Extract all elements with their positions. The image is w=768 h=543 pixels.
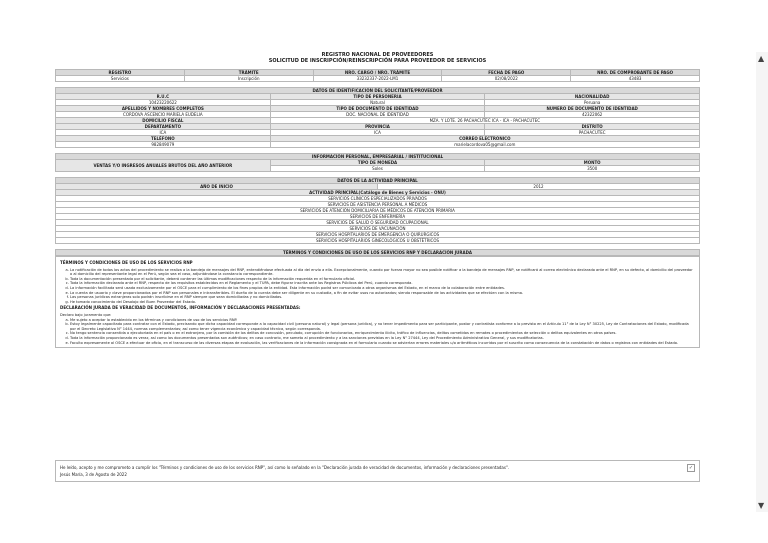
provincia-label: PROVINCIA bbox=[270, 124, 485, 130]
scroll-up-icon[interactable]: ▲ bbox=[758, 54, 765, 63]
monto-value: 3500 bbox=[485, 166, 700, 172]
scroll-down-icon[interactable]: ▼ bbox=[758, 501, 765, 510]
terminos-item: d. La información facilitada será usada exclusivamente por el OSCE para el cumplimiento de los fines propios de la entidad. Esta información podrá ser comunicada a otros organismos del Estado, en el marco de la colaboración entre entidades. bbox=[70, 286, 695, 291]
tipo-doc-value: DOC. NACIONAL DE IDENTIDAD bbox=[270, 112, 485, 118]
terminos-item: a. La notificación de todos los actos del procedimiento se realiza a la bandeja de mensajes del RNP, entendiéndose efectuada al día del envío a ella. Excepcionalmente, cuando por fuerza mayor no sea posible notificar a la bandeja de mensajes RNP, se notificará al correo electrónico declarado ante el RNP, en su defecto, al domicilio del proveedor o al domicilio del representante legal en el Perú, según sea el caso, adjuntándose la constancia correspondiente. bbox=[70, 268, 695, 277]
ruc-label: R.U.C bbox=[56, 94, 271, 100]
nombre-label: APELLIDOS Y NOMBRES COMPLETOS bbox=[56, 106, 271, 112]
identificacion-section: DATOS DE IDENTIFICACIÓN DEL SOLICITANTE/PROVEEDOR bbox=[56, 88, 700, 94]
nacionalidad-label: NACIONALIDAD bbox=[485, 94, 700, 100]
col-registro: REGISTRO bbox=[56, 70, 185, 76]
nacionalidad-value: Peruana bbox=[485, 100, 700, 106]
actividad-item: SERVICIOS DE SALUD O SEGURIDAD OCUPACIONAL bbox=[56, 220, 700, 226]
domicilio-label: DOMICILIO FISCAL bbox=[56, 118, 271, 124]
tipo-personeria-value: Natural bbox=[270, 100, 485, 106]
declaracion-title: DECLARACIÓN JURADA DE VERACIDAD DE DOCUMENTOS, INFORMACIÓN Y DECLARACIONES PRESENTADAS: bbox=[60, 305, 301, 311]
val-nro-cargo: 33232337-2022-LM1 bbox=[313, 76, 442, 82]
nombre-value: CORDOVA ASCENCIO MARIELA EUDELIA bbox=[56, 112, 271, 118]
terminos-item: f. Las personas jurídicas extranjeras solo podrán inscribirse en el RNP siempre que sean domiciliadas y no domiciliadas. bbox=[70, 295, 695, 300]
declaracion-item: a. Me sujeto a aceptar lo establecido en los términos y condiciones de uso de los servicios RNP. bbox=[70, 318, 695, 323]
correo-label: CORREO ELECTRÓNICO bbox=[270, 136, 699, 142]
terminos-box bbox=[55, 256, 700, 348]
val-comprobante: 43483 bbox=[571, 76, 700, 82]
accept-checkbox[interactable]: ✓ bbox=[688, 465, 694, 471]
distrito-value: PACHACUTEC bbox=[485, 130, 700, 136]
actividad-item: SERVICIOS HOSPITALARIOS GINECOLÓGICOS U OBSTÉTRICOS bbox=[56, 238, 700, 244]
terminos-item: c. Toda la información declarada ante el RNP, respecto de los requisitos establecidos en el Reglamento y el TUPA, debe figurar inscrita ante los Registros Públicos del Perú, cuando corresponda. bbox=[70, 281, 695, 286]
tipo-personeria-label: TIPO DE PERSONERIA bbox=[270, 94, 485, 100]
monto-label: MONTO bbox=[485, 160, 700, 166]
distrito-label: DISTRITO bbox=[485, 124, 700, 130]
val-registro: Servicios bbox=[56, 76, 185, 82]
anio-inicio-value: 2012 bbox=[378, 184, 700, 190]
ventas-label: VENTAS Y/O INGRESOS ANUALES BRUTOS DEL AÑO ANTERIOR bbox=[56, 160, 271, 172]
vertical-scrollbar[interactable] bbox=[756, 52, 768, 512]
actividad-principal-label: ACTIVIDAD PRINCIPAL(Catálogo de Bienes y Servicios - ONU) bbox=[56, 190, 700, 196]
anio-inicio-label: AÑO DE INICIO bbox=[56, 184, 378, 190]
declaracion-item: c. No tengo sentencia consentida o ejecutoriada en el país o en el extranjero, por la comisión de los delitos de concusión, peculado, corrupción de funcionarios, enriquecimiento ilícito, tráfico de influencias, delitos cometidos en remates o procedimientos de selección o delitos equivalentes en otros países. bbox=[70, 331, 695, 336]
terminos-title: TÉRMINOS Y CONDICIONES DE USO DE LOS SERVICIOS RNP bbox=[60, 260, 193, 265]
declaracion-item: b. Estoy legalmente capacitado para contratar con el Estado, precisando que dicha capacidad corresponde a la capacidad civil (persona natural) y legal (persona jurídica), y no tener impedimento para ser participante, postor y contratista conforme a lo previsto en el Artículo 11° de la Ley N° 30225, Ley de Contrataciones del Estado, modificada por el Decreto Legislativo N° 1444, normas complementarias; así como tener vigencia económica y capacidad técnica, según corresponda. bbox=[70, 322, 695, 331]
declaracion-item: d. Toda la información proporcionada es veraz, así como los documentos presentados son auténticos; en caso contrario, me someto al procedimiento y a las sanciones previstas en la Ley N° 27444, Ley del Procedimiento Administrativo General, y sus modificatorias. bbox=[70, 336, 695, 341]
actividad-section: DATOS DE LA ACTIVIDAD PRINCIPAL bbox=[56, 178, 700, 184]
terminos-header bbox=[55, 249, 700, 256]
document-title: REGISTRO NACIONAL DE PROVEEDORES bbox=[321, 52, 434, 58]
declaracion-list bbox=[60, 318, 695, 346]
provincia-value: ICA bbox=[270, 130, 485, 136]
acceptance-date: Jesús María, 3 de Agosto de 2022 bbox=[60, 472, 127, 477]
terminos-list bbox=[60, 268, 695, 305]
correo-value: marielacordova05@gmail.com bbox=[270, 142, 699, 148]
actividad-item: SERVICIOS DE VACUNACIÓN bbox=[56, 226, 700, 232]
declaracion-item: e. Faculto expresamente al OSCE a efectuar de oficio, en el transcurso de las diversas etapas de evaluación, las verificaciones de la información consignada en el formulario cuando se adviertan errores materiales u/o aritméticos incurridos por el suscrito como consecuencia de la constatación de datos o registros con entidades del Estado. bbox=[70, 341, 695, 346]
actividad-item: SERVICIOS DE ATENCIÓN DOMICILIARIA DE MÉDICOS DE ATENCIÓN PRIMARIA bbox=[56, 208, 700, 214]
col-nro-cargo: NRO. CARGO / NRO. TRÁMITE bbox=[313, 70, 442, 76]
val-fecha-pago: 02/08/2022 bbox=[442, 76, 571, 82]
val-tramite: Inscripción bbox=[184, 76, 313, 82]
col-comprobante: NRO. DE COMPROBANTE DE PAGO bbox=[571, 70, 700, 76]
telefono-label: TELÉFONO bbox=[56, 136, 271, 142]
identificacion-table bbox=[55, 87, 700, 148]
num-doc-value: 42322062 bbox=[485, 112, 700, 118]
info-section: INFORMACIÓN PERSONAL, EMPRESARIAL / INSTITUCIONAL bbox=[56, 154, 700, 160]
declaracion-intro: Declaro bajo juramento que: bbox=[60, 312, 112, 317]
ruc-value: 10423220622 bbox=[56, 100, 271, 106]
terminos-item: b. Toda la documentación presentada por el solicitante, deberá contener las últimas modificaciones respecto de la información requerida en el formulario oficial. bbox=[70, 277, 695, 282]
departamento-label: DEPARTAMENTO bbox=[56, 124, 271, 130]
col-fecha-pago: FECHA DE PAGO bbox=[442, 70, 571, 76]
actividad-item: SERVICIOS DE ASISTENCIA PERSONAL A MÉDICOS bbox=[56, 202, 700, 208]
actividad-table bbox=[55, 177, 700, 244]
document-page bbox=[55, 52, 700, 348]
actividad-item: SERVICIOS CLÍNICOS ESPECIALIZADOS PRIVADOS bbox=[56, 196, 700, 202]
registro-table bbox=[55, 69, 700, 82]
actividad-item: SERVICIOS DE ENFERMERÍA bbox=[56, 214, 700, 220]
domicilio-value: MZA. Y LOTE. 26 PACHACUTEC ICA - ICA - PACHACUTEC bbox=[270, 118, 699, 124]
col-tramite: TRÁMITE bbox=[184, 70, 313, 76]
tipo-doc-label: TIPO DE DOCUMENTO DE IDENTIDAD bbox=[270, 106, 485, 112]
acceptance-text: He leído, acepto y me comprometo a cumplir los "Términos y condiciones de uso de los servicios RNP", así como lo señalado en la "Declaración jurada de veracidad de documentos, información y declaraciones presentadas". bbox=[60, 465, 510, 470]
num-doc-label: NUMERO DE DOCUMENTO DE IDENTIDAD bbox=[485, 106, 700, 112]
actividad-item: SERVICIOS HOSPITALARIOS DE EMERGENCIA O QUIRÚRGICOS bbox=[56, 232, 700, 238]
moneda-value: Soles bbox=[270, 166, 485, 172]
acceptance-box bbox=[55, 460, 700, 482]
terminos-item: e. La cuenta de usuario y clave proporcionados por el RNP son personales e intransferibles. El dueño de la cuenta debe ser diligente en su custodia, a fin de evitar usos no autorizados; siendo responsable de las actividades que se efectúen con la misma. bbox=[70, 291, 695, 296]
terminos-item: g. He tomado conocimiento del Desalojo del Buen Proveedor del Estado. bbox=[70, 300, 695, 305]
document-subtitle: SOLICITUD DE INSCRIPCIÓN/REINSCRIPCIÓN PARA PROVEEDOR DE SERVICIOS bbox=[268, 58, 487, 64]
terminos-section: TÉRMINOS Y CONDICIONES DE USO DE LOS SERVICIOS RNP Y DECLARACIÓN JURADA bbox=[56, 250, 700, 256]
departamento-value: ICA bbox=[56, 130, 271, 136]
info-table bbox=[55, 153, 700, 172]
telefono-value: 982849079 bbox=[56, 142, 271, 148]
moneda-label: TIPO DE MONEDA bbox=[270, 160, 485, 166]
